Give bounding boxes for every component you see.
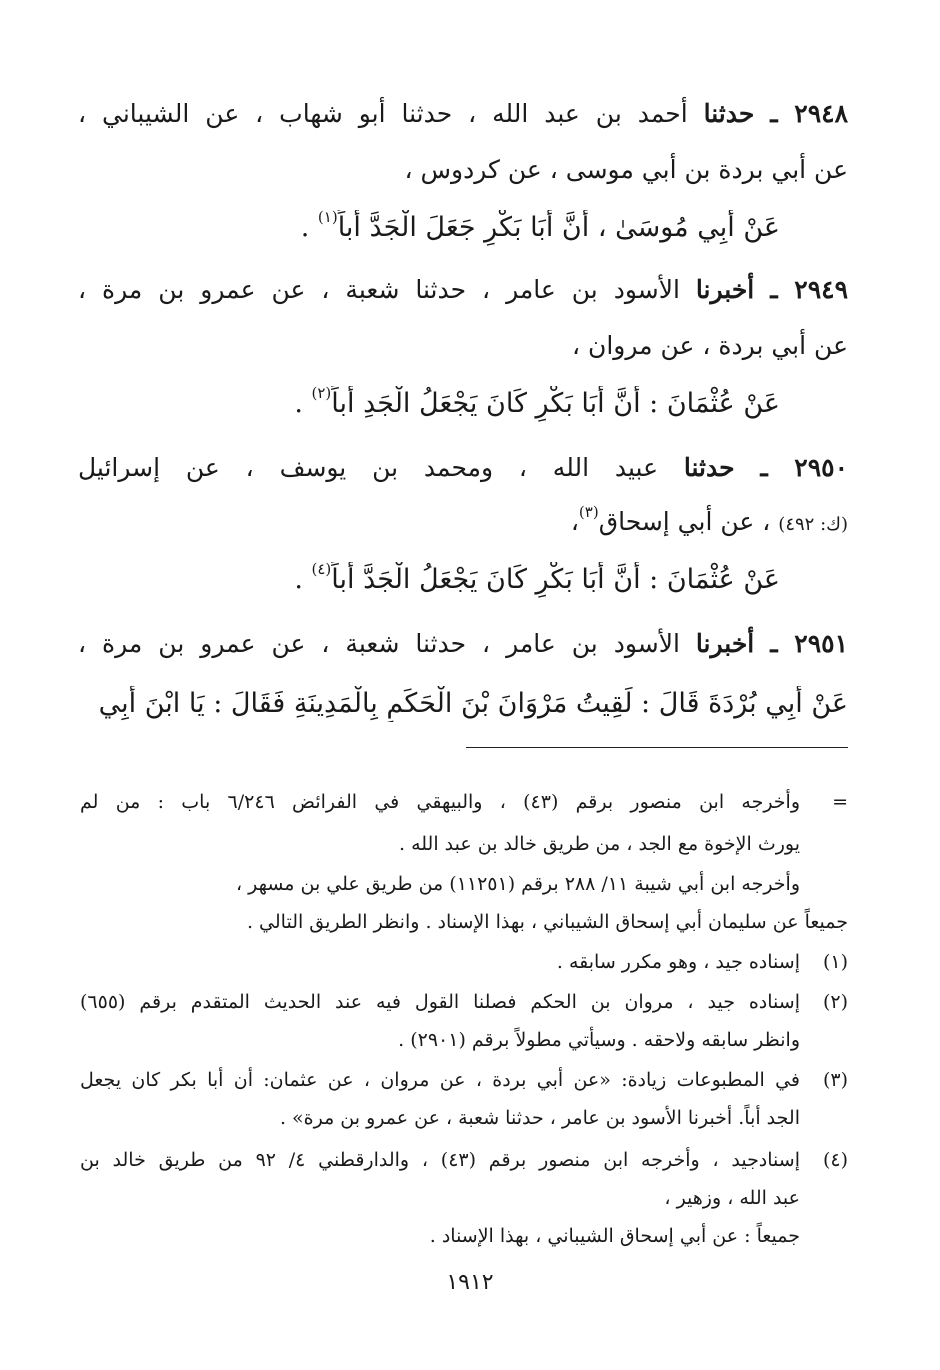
footnote-continuation-line: وأخرجه ابن أبي شيبة ١١/ ٢٨٨ برقم (١١٢٥١) من طريق علي بن مسهر ، bbox=[235, 873, 800, 895]
isnad-text: عن أبي بردة بن أبي موسى ، عن كردوس ، bbox=[404, 155, 848, 184]
page-number: ١٩١٢ bbox=[446, 1270, 494, 1295]
footnote-ref[interactable]: (١) bbox=[317, 210, 338, 226]
footnote-text: إسناده جيد ، وهو مكرر سابقه . bbox=[556, 951, 800, 973]
sentence-end: . bbox=[300, 212, 318, 243]
hadith-2950-line-2 bbox=[78, 504, 848, 543]
isnad-text: أحمد بن عبد الله ، حدثنا أبو شهاب ، عن الشيباني ، bbox=[78, 99, 688, 128]
sentence-end: . bbox=[294, 564, 312, 595]
hadith-number: ٢٩٤٩ ـ bbox=[770, 275, 848, 304]
hadith-2948-matn bbox=[10, 210, 780, 246]
footnote-text: جميعاً : عن أبي إسحاق الشيباني ، بهذا الإسناد . bbox=[429, 1225, 800, 1247]
footnote-mark: (٢) bbox=[822, 991, 848, 1013]
footnote-continuation-line: يورث الإخوة مع الجد ، من طريق خالد بن عبد الله . bbox=[398, 833, 800, 855]
footnote-text: في المطبوعات زيادة: «عن أبي بردة ، عن مروان ، عن عثمان: أن أبا بكر كان يجعل bbox=[80, 1069, 800, 1091]
hadith-2948-line-2 bbox=[78, 152, 848, 188]
hadith-number: ٢٩٥١ ـ bbox=[770, 629, 848, 658]
footnote-continuation-line: جميعاً عن سليمان أبي إسحاق الشيباني ، بهذا الإسناد . وانظر الطريق التالي . bbox=[246, 911, 848, 933]
hadith-number: ٢٩٥٠ ـ bbox=[760, 453, 848, 482]
hadith-2950-matn bbox=[10, 562, 780, 598]
matn-text: عَنْ عُثْمَانَ : أَنَّ أَبَا بَكْرٍ كَانَ يَجْعَلُ الْجَدَّ أَباً bbox=[331, 564, 780, 595]
footnote-text: عبد الله ، وزهير ، bbox=[664, 1187, 800, 1209]
hadith-2949-line-2 bbox=[78, 328, 848, 364]
footnote-ref[interactable]: (٣) bbox=[578, 504, 599, 521]
footnote-ref[interactable]: (٤) bbox=[311, 562, 332, 578]
isnad-text: الأسود بن عامر ، حدثنا شعبة ، عن عمرو بن مرة ، bbox=[78, 629, 680, 658]
matn-text: عَنْ أَبِي بُرْدَةَ قَالَ : لَقِيتُ مَرْوَانَ بْنَ الْحَكَمِ بِالْمَدِينَةِ فَقَالَ : يَا ابْنَ أَبِي bbox=[98, 688, 848, 719]
footnote-mark: (١) bbox=[822, 951, 848, 973]
continuation-mark: = bbox=[832, 791, 848, 813]
footnote-text: وانظر سابقه ولاحقه . وسيأتي مطولاً برقم (٢٩٠١) . bbox=[398, 1029, 800, 1051]
isnad-text: الأسود بن عامر ، حدثنا شعبة ، عن عمرو بن مرة ، bbox=[78, 275, 680, 304]
hadith-2948-line-1 bbox=[78, 96, 848, 132]
footnote-ref[interactable]: (٢) bbox=[311, 386, 332, 402]
hadith-lead-word: حدثنا bbox=[703, 99, 755, 128]
hadith-2949-line-1 bbox=[78, 272, 848, 308]
hadith-2951-line-1 bbox=[78, 626, 848, 662]
isnad-text: ، عن أبي إسحاق bbox=[598, 507, 771, 536]
footnote-text: إسنادجيد ، وأخرجه ابن منصور برقم (٤٣) ، والدارقطني ٤/ ٩٢ من طريق خالد بن bbox=[80, 1149, 800, 1171]
matn-text: عَنْ عُثْمَانَ : أَنَّ أَبَا بَكْرٍ كَانَ يَجْعَلُ الْجَدِ أَباً bbox=[331, 388, 780, 419]
isnad-text-end: ، bbox=[570, 507, 579, 536]
footnote-text: الجد أباً. أخبرنا الأسود بن عامر ، حدثنا شعبة ، عن عمرو بن مرة» . bbox=[279, 1107, 800, 1129]
isnad-text: عن أبي بردة ، عن مروان ، bbox=[571, 331, 848, 360]
hadith-2951-matn bbox=[78, 686, 848, 722]
footnote-continuation-line: وأخرجه ابن منصور برقم (٤٣) ، والبيهقي في الفرائض ٦/٢٤٦ باب : من لم bbox=[80, 791, 800, 813]
hadith-2950-line-1 bbox=[78, 450, 848, 486]
hadith-lead-word: أخبرنا bbox=[695, 275, 755, 304]
footnote-mark: (٣) bbox=[822, 1069, 848, 1091]
matn-text: عَنْ أَبِي مُوسَىٰ ، أَنَّ أَبَا بَكْرٍ جَعَلَ الْجَدَّ أَباً bbox=[337, 212, 780, 243]
manuscript-folio-ref: (ك: ٤٩٢) bbox=[778, 514, 848, 535]
hadith-lead-word: أخبرنا bbox=[695, 629, 755, 658]
isnad-text: عبيد الله ، ومحمد بن يوسف ، عن إسرائيل bbox=[78, 453, 658, 482]
hadith-number: ٢٩٤٨ ـ bbox=[770, 99, 848, 128]
hadith-lead-word: حدثنا bbox=[683, 453, 735, 482]
hadith-2949-matn bbox=[10, 386, 780, 422]
footnote-separator bbox=[466, 747, 848, 748]
footnote-mark: (٤) bbox=[822, 1149, 848, 1171]
sentence-end: . bbox=[294, 388, 312, 419]
footnote-text: إسناده جيد ، مروان بن الحكم فصلنا القول فيه عند الحديث المتقدم برقم (٦٥٥) bbox=[80, 991, 800, 1013]
